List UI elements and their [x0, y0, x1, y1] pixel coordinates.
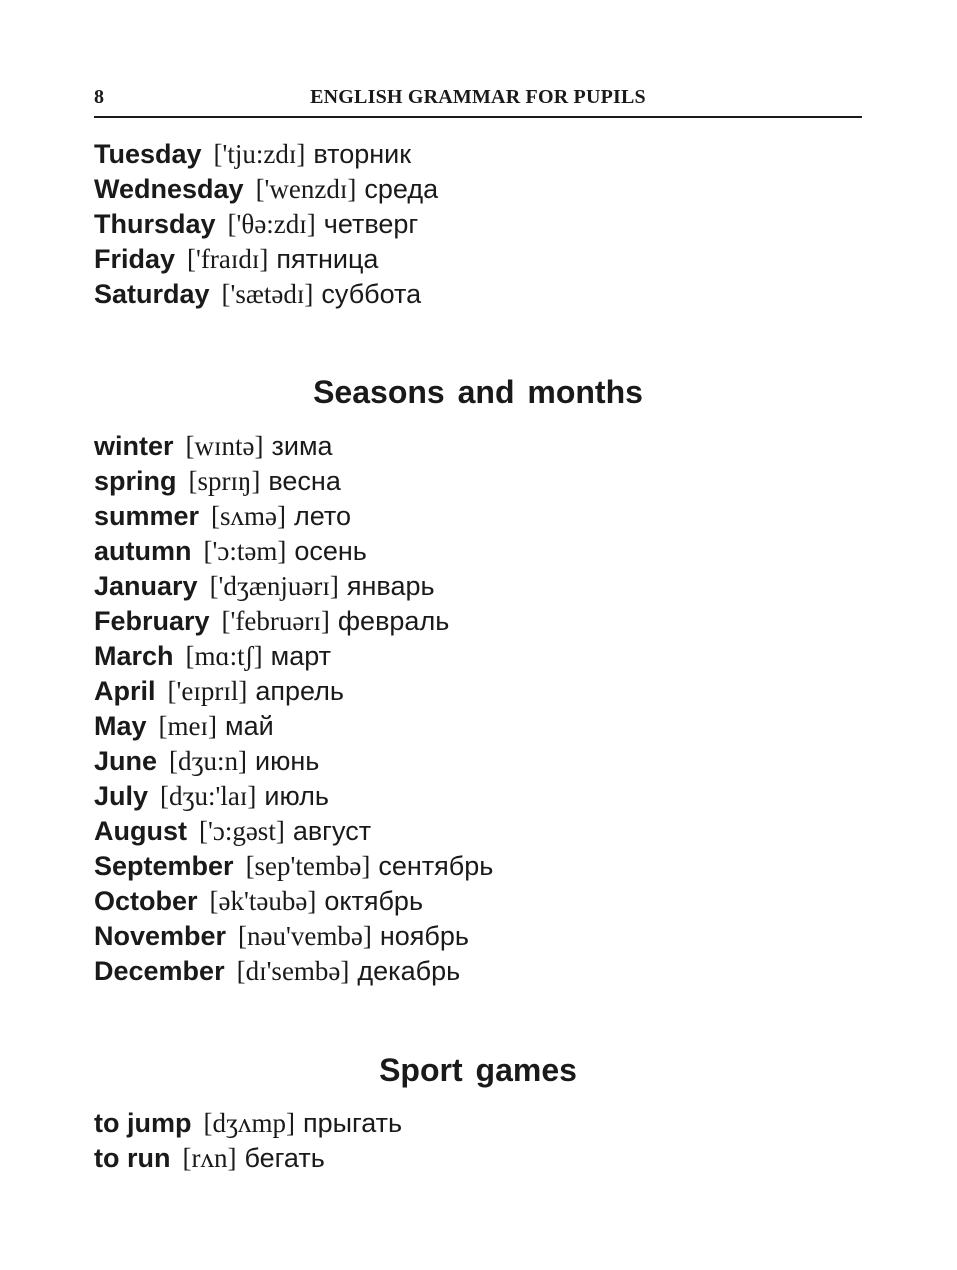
- vocab-translation: осень: [294, 536, 367, 566]
- vocab-entry: [94, 604, 894, 639]
- vocab-transcription: [dɪ'sembə]: [236, 956, 350, 986]
- vocab-word: September: [94, 851, 234, 881]
- vocab-transcription: ['tju:zdɪ]: [213, 139, 306, 169]
- vocab-transcription: ['februərɪ]: [221, 606, 330, 636]
- vocab-word: November: [94, 921, 227, 951]
- vocab-word: winter: [94, 431, 174, 461]
- vocab-transcription: [dʒʌmp]: [203, 1108, 295, 1138]
- vocab-word: Friday: [94, 244, 176, 274]
- page-header: [94, 86, 862, 118]
- vocab-translation: сентябрь: [378, 851, 494, 881]
- vocab-translation: зима: [271, 431, 333, 461]
- vocab-entry: [94, 919, 894, 954]
- vocab-translation: февраль: [337, 606, 450, 636]
- days-list: [94, 137, 894, 312]
- vocab-transcription: [dʒu:n]: [169, 746, 247, 776]
- vocab-word: spring: [94, 466, 177, 496]
- vocab-translation: март: [270, 641, 332, 671]
- vocab-entry: [94, 534, 894, 569]
- vocab-translation: август: [292, 816, 372, 846]
- vocab-entry: [94, 884, 894, 919]
- vocab-word: December: [94, 956, 225, 986]
- vocab-translation: декабрь: [357, 956, 461, 986]
- vocab-entry: [94, 954, 894, 989]
- vocab-transcription: [sep'tembə]: [245, 851, 371, 881]
- vocab-word: autumn: [94, 536, 192, 566]
- vocab-entry: [94, 1106, 894, 1141]
- vocab-entry: [94, 674, 894, 709]
- vocab-entry: [94, 814, 894, 849]
- running-title: ENGLISH GRAMMAR FOR PUPILS: [310, 86, 646, 108]
- vocab-transcription: ['eɪprɪl]: [167, 676, 248, 706]
- vocab-translation: октябрь: [324, 886, 424, 916]
- vocab-translation: июль: [264, 781, 329, 811]
- vocab-translation: бегать: [244, 1143, 325, 1173]
- vocab-transcription: ['θə:zdɪ]: [227, 209, 316, 239]
- vocab-entry: [94, 137, 894, 172]
- vocab-translation: ноябрь: [379, 921, 469, 951]
- vocab-word: to jump: [94, 1108, 192, 1138]
- section-heading-sport: Sport games: [379, 1052, 577, 1088]
- vocab-word: January: [94, 571, 198, 601]
- vocab-word: August: [94, 816, 187, 846]
- vocab-word: Thursday: [94, 209, 216, 239]
- vocab-word: June: [94, 746, 158, 776]
- vocab-transcription: ['ɔ:gəst]: [198, 816, 285, 846]
- vocab-transcription: [rʌn]: [182, 1143, 237, 1173]
- vocab-translation: весна: [268, 466, 341, 496]
- vocab-transcription: ['sætədɪ]: [221, 279, 314, 309]
- vocab-transcription: [nəu'vembə]: [238, 921, 372, 951]
- vocab-entry: [94, 709, 894, 744]
- vocab-word: April: [94, 676, 156, 706]
- section-heading-seasons: Seasons and months: [313, 374, 643, 410]
- vocab-translation: пятница: [276, 244, 379, 274]
- vocab-entry: [94, 779, 894, 814]
- vocab-entry: [94, 429, 894, 464]
- vocab-transcription: ['dʒænjuərɪ]: [209, 571, 339, 601]
- vocab-entry: [94, 499, 894, 534]
- vocab-entry: [94, 207, 894, 242]
- vocab-word: July: [94, 781, 149, 811]
- sport-list: [94, 1106, 894, 1176]
- vocab-word: February: [94, 606, 210, 636]
- vocab-entry: [94, 849, 894, 884]
- vocab-entry: [94, 569, 894, 604]
- vocab-transcription: ['wenzdɪ]: [255, 174, 357, 204]
- vocab-word: October: [94, 886, 198, 916]
- vocab-word: May: [94, 711, 147, 741]
- vocab-entry: [94, 464, 894, 499]
- vocab-translation: лето: [294, 501, 351, 531]
- vocab-transcription: [dʒu:'laɪ]: [160, 781, 257, 811]
- vocab-translation: суббота: [321, 279, 422, 309]
- vocab-word: summer: [94, 501, 200, 531]
- vocab-word: Tuesday: [94, 139, 202, 169]
- vocab-transcription: [mɑ:tʃ]: [185, 641, 263, 671]
- vocab-word: Saturday: [94, 279, 210, 309]
- vocab-word: March: [94, 641, 174, 671]
- vocab-transcription: [sʌmə]: [211, 501, 287, 531]
- vocab-entry: [94, 242, 894, 277]
- vocab-transcription: [sprɪŋ]: [188, 466, 261, 496]
- vocab-transcription: [ək'təubə]: [209, 886, 317, 916]
- vocab-entry: [94, 744, 894, 779]
- vocab-transcription: [wɪntə]: [185, 431, 264, 461]
- vocab-word: Wednesday: [94, 174, 244, 204]
- vocab-entry: [94, 172, 894, 207]
- vocab-translation: январь: [346, 571, 435, 601]
- vocab-translation: май: [225, 711, 274, 741]
- seasons-list: [94, 429, 894, 989]
- vocab-transcription: ['ɔ:təm]: [203, 536, 287, 566]
- vocab-entry: [94, 639, 894, 674]
- vocab-translation: вторник: [313, 139, 412, 169]
- vocab-transcription: ['fraɪdɪ]: [187, 244, 269, 274]
- vocab-entry: [94, 1141, 894, 1176]
- vocab-entry: [94, 277, 894, 312]
- vocab-translation: четверг: [323, 209, 419, 239]
- vocab-transcription: [meɪ]: [158, 711, 218, 741]
- vocab-translation: апрель: [255, 676, 344, 706]
- page-number: 8: [94, 86, 104, 108]
- vocab-translation: среда: [364, 174, 439, 204]
- vocab-translation: июнь: [255, 746, 320, 776]
- vocab-word: to run: [94, 1143, 171, 1173]
- vocab-translation: прыгать: [302, 1108, 403, 1138]
